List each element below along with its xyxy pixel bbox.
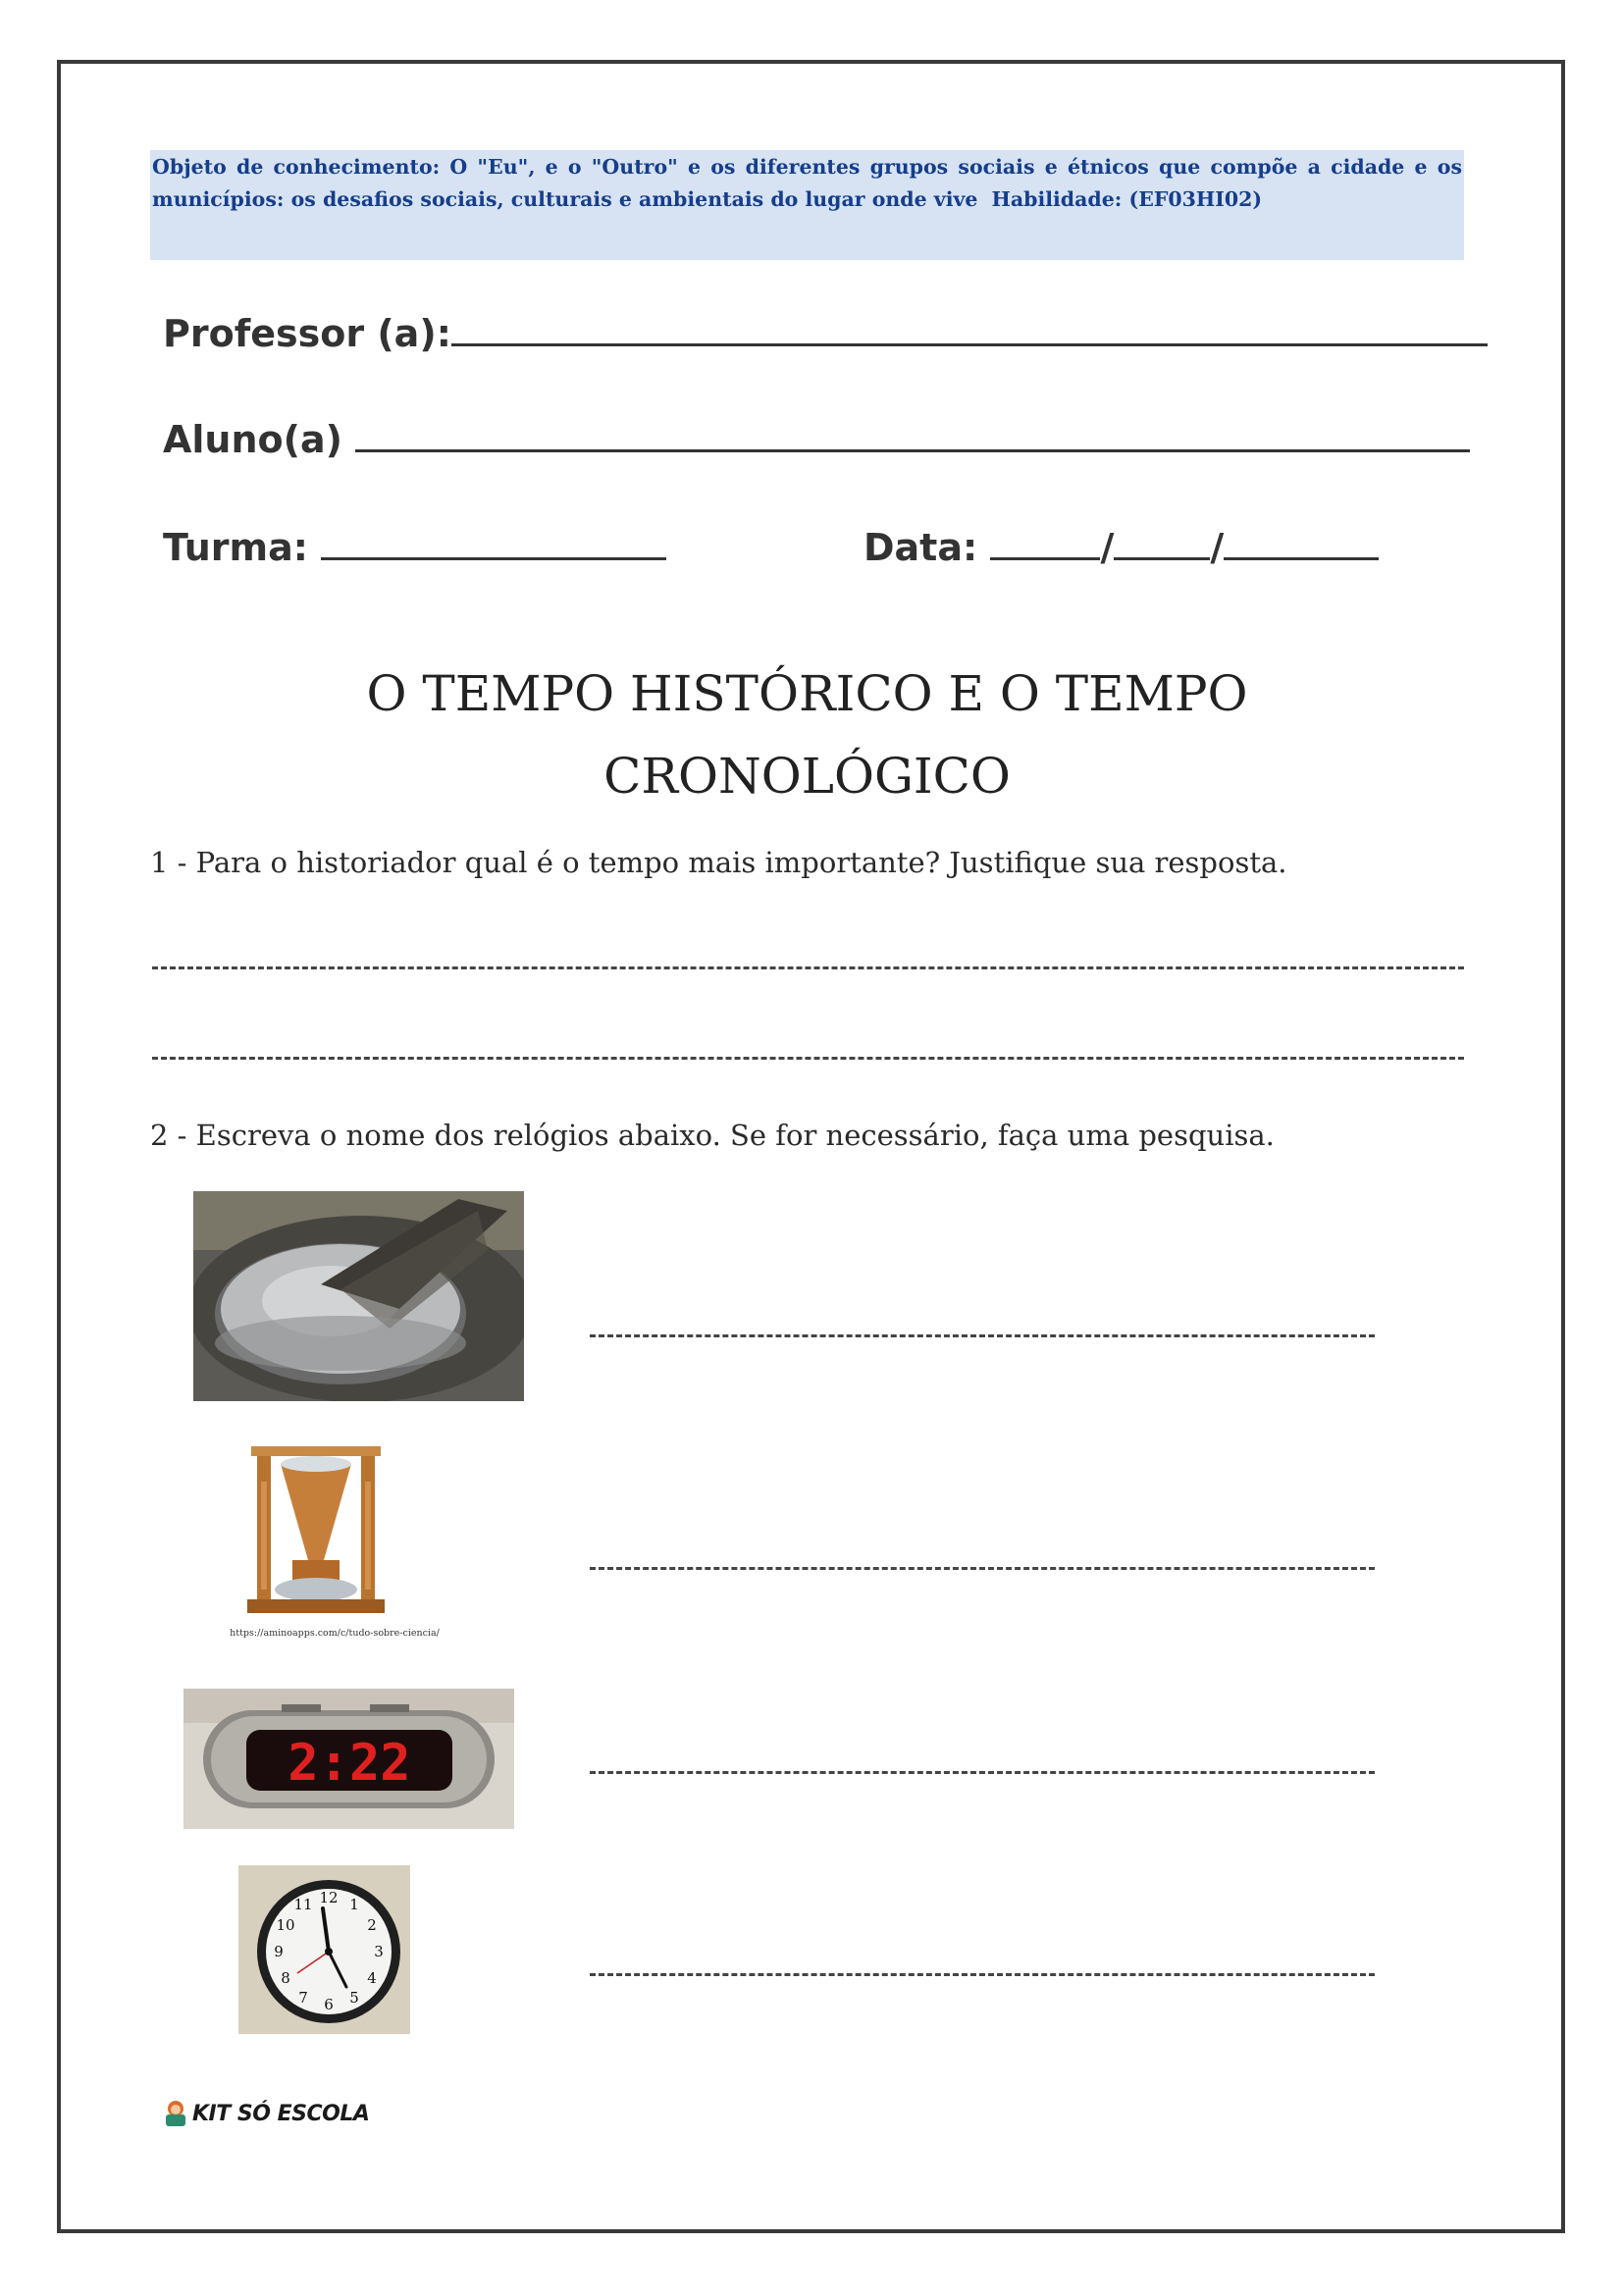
objeto-text: Objeto de conhecimento: O "Eu", e o "Outro" e os diferentes grupos sociais e étnicos que compõe a cidade e os municípios: os desafios sociais, culturais e ambientais do lugar onde vive	[152, 155, 1462, 211]
clock-number-4: 4	[367, 1969, 377, 1987]
year-answer-line[interactable]	[1224, 557, 1379, 560]
answer-line-2[interactable]	[152, 1057, 1464, 1060]
habilidade-text: Habilidade: (EF03HI02)	[991, 187, 1263, 211]
date-separator: /	[1100, 526, 1115, 569]
data-label: Data:	[863, 526, 978, 569]
clock-number-5: 5	[349, 1989, 359, 2007]
water-clock-image	[241, 1442, 391, 1625]
month-answer-line[interactable]	[1114, 557, 1210, 560]
aluno-label: Aluno(a)	[163, 418, 343, 461]
question-2: 2 - Escreva o nome dos relógios abaixo. Se for necessário, faça uma pesquisa.	[150, 1119, 1275, 1152]
professor-answer-line[interactable]	[451, 343, 1488, 346]
title-line-2: CRONOLÓGICO	[603, 748, 1011, 805]
clock-number-10: 10	[276, 1916, 295, 1934]
clock-number-12: 12	[319, 1889, 339, 1906]
clock-number-3: 3	[374, 1943, 384, 1960]
clock-number-1: 1	[349, 1896, 359, 1913]
question-1: 1 - Para o historiador qual é o tempo mais importante? Justifique sua resposta.	[150, 846, 1287, 879]
aluno-answer-line[interactable]	[355, 449, 1470, 452]
date-separator: /	[1210, 526, 1225, 569]
clock-answer-line-4[interactable]	[590, 1973, 1375, 1976]
clock-number-9: 9	[274, 1943, 284, 1960]
clock-number-6: 6	[324, 1996, 334, 2013]
clock-number-8: 8	[281, 1969, 290, 1987]
clock-number-7: 7	[298, 1989, 308, 2007]
professor-label: Professor (a):	[163, 312, 451, 355]
answer-line-1[interactable]	[152, 966, 1464, 969]
logo-text: KIT SÓ ESCOLA	[192, 2101, 370, 2126]
clock-answer-line-1[interactable]	[590, 1334, 1375, 1337]
turma-field	[163, 526, 666, 569]
logo-icon	[163, 2099, 188, 2128]
page-title	[150, 652, 1464, 817]
objeto-de-conhecimento-box	[150, 150, 1464, 260]
sundial-image	[193, 1191, 524, 1401]
digital-clock-image	[183, 1689, 514, 1829]
analog-clock-image	[238, 1865, 410, 2034]
kit-so-escola-logo	[163, 2099, 369, 2128]
clock-number-11: 11	[293, 1896, 313, 1913]
title-line-1: O TEMPO HISTÓRICO E O TEMPO	[366, 665, 1248, 722]
turma-label: Turma:	[163, 526, 308, 569]
digital-time-text: 2:22	[288, 1734, 411, 1793]
aluno-field	[163, 418, 1470, 461]
turma-answer-line[interactable]	[321, 557, 666, 560]
clock-answer-line-2[interactable]	[590, 1567, 1375, 1570]
data-field	[863, 526, 1379, 569]
day-answer-line[interactable]	[990, 557, 1100, 560]
clock-answer-line-3[interactable]	[590, 1771, 1375, 1774]
image-caption: https://aminoapps.com/c/tudo-sobre-ciencia/	[230, 1628, 440, 1639]
professor-field	[163, 312, 1488, 355]
clock-number-2: 2	[367, 1916, 377, 1934]
